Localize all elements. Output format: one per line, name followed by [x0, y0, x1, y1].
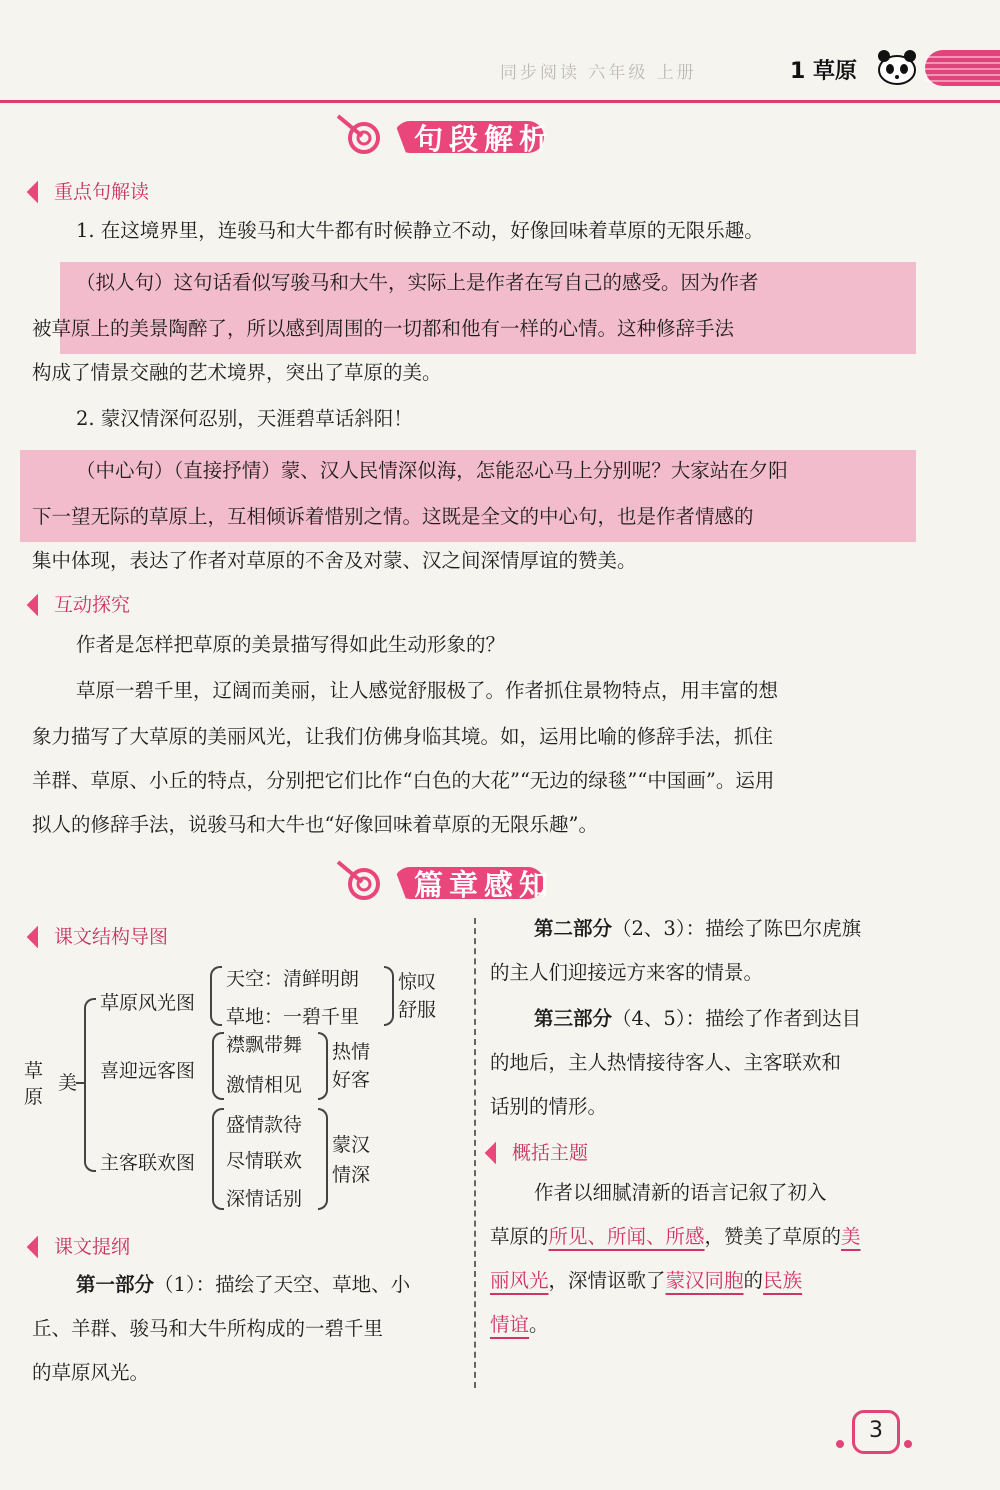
subheader-interact: 互动探究 [30, 590, 130, 617]
analysis-1-line-2: 被草原上的美景陶醉了，所以感到周围的一切都和他有一样的心情。这种修辞手法 [32, 317, 735, 340]
part-3-line-2: 的地后，主人热情接待客人、主客联欢和 [490, 1051, 842, 1074]
theme-line-1: 作者以细腻清新的语言记叙了初入 [534, 1181, 827, 1204]
mindmap-branch-2: 喜迎远客图 [100, 1060, 196, 1082]
subheader-theme: 概括主题 [488, 1138, 588, 1165]
part-2-line-1: 第二部分（2、3）：描绘了陈巴尔虎旗 [534, 917, 862, 940]
answer-line-1: 草原一碧千里，辽阔而美丽，让人感觉舒服极了。作者抓住景物特点，用丰富的想 [76, 679, 779, 702]
panda-icon [872, 46, 922, 88]
mindmap-b2-item-2: 激情相见 [226, 1074, 303, 1096]
mindmap-b1-item-2: 草地：一碧千里 [226, 1006, 360, 1028]
subheader-outline: 课文提纲 [30, 1232, 130, 1259]
mindmap-b3-item-3: 深情话别 [226, 1188, 303, 1210]
part-3-line-3: 话别的情形。 [490, 1095, 608, 1118]
part-1-line-3: 的草原风光。 [32, 1361, 150, 1384]
page-number: 3 [852, 1410, 900, 1454]
pencil-ring-icon [334, 858, 394, 904]
mindmap-rbrace-3 [318, 1108, 328, 1210]
mindmap-rbrace-2 [318, 1032, 328, 1100]
theme-line-4: 情谊。 [490, 1313, 549, 1336]
header-series-text: 同步阅读 六年级 上册 [500, 63, 697, 83]
analysis-2-line-1: （中心句）（直接抒情）蒙、汉人民情深似海，怎能忍心马上分别呢？大家站在夕阳 [76, 459, 788, 482]
mindmap-brace-1 [210, 966, 222, 1026]
pencil-ring-icon [334, 112, 394, 158]
mindmap-branch-1: 草原风光图 [100, 992, 196, 1014]
sentence-2: 2. 蒙汉情深何忍别，天涯碧草话斜阳！ [76, 407, 413, 430]
answer-line-4: 拟人的修辞手法，说骏马和大牛也“好像回味着草原的无限乐趣”。 [32, 813, 598, 836]
page-dot-left [836, 1440, 844, 1448]
column-divider [474, 918, 476, 1388]
arrow-marker-icon [27, 594, 50, 617]
analysis-1-line-3: 构成了情景交融的艺术境界，突出了草原的美。 [32, 361, 442, 384]
mindmap-main-brace [84, 998, 96, 1172]
mindmap-brace-2 [212, 1032, 224, 1100]
section-title: 句段解析 [414, 122, 555, 156]
mindmap-root: 草 原 [24, 1060, 44, 1108]
keyword-compatriots: 蒙汉同胞 [665, 1269, 744, 1292]
section-title: 篇章感知 [414, 868, 555, 902]
part-2-line-2: 的主人们迎接远方来客的情景。 [490, 961, 764, 984]
arrow-marker-icon [27, 181, 50, 204]
mindmap-b3-item-1: 盛情款待 [226, 1114, 303, 1136]
mindmap-rbrace-1 [384, 966, 394, 1026]
keyword-scenery-b: 丽风光 [490, 1269, 549, 1292]
analysis-2-line-2: 下一望无际的草原上，互相倾诉着惜别之情。这既是全文的中心句，也是作者情感的 [32, 505, 754, 528]
keyword-ethnic-b: 情谊 [490, 1313, 530, 1336]
mindmap-b2-item-1: 襟飘带舞 [226, 1034, 303, 1056]
answer-line-3: 羊群、草原、小丘的特点，分别把它们比作“白色的大花”“无边的绿毯”“中国画”。运用 [32, 769, 775, 792]
part-1-line-2: 丘、羊群、骏马和大牛所构成的一碧千里 [32, 1317, 384, 1340]
section-banner-analysis [334, 112, 574, 158]
arrow-marker-icon [27, 1236, 50, 1259]
arrow-marker-icon [485, 1142, 508, 1165]
page-dot-right [904, 1440, 912, 1448]
part-3-line-1: 第三部分（4、5）：描绘了作者到达目 [534, 1007, 862, 1030]
part-1-line-1: 第一部分（1）：描绘了天空、草地、小 [76, 1273, 411, 1296]
mindmap-b3-item-2: 尽情联欢 [226, 1150, 303, 1172]
answer-line-2: 象力描写了大草原的美丽风光，让我们仿佛身临其境。如，运用比喻的修辞手法，抓住 [32, 725, 774, 748]
subheader-structure: 课文结构导图 [30, 922, 168, 949]
header-tab-stripes [925, 54, 1000, 82]
mindmap-b3-feel: 蒙汉 情深 [332, 1134, 371, 1186]
arrow-marker-icon [27, 926, 50, 949]
keyword-scenery-a: 美 [841, 1225, 861, 1248]
mindmap-branch-3: 主客联欢图 [100, 1152, 196, 1174]
mindmap-main-brace-tip [76, 1082, 86, 1084]
mindmap-b2-feel: 热情 好客 [332, 1041, 371, 1091]
mindmap-b1-item-1: 天空：清鲜明朗 [226, 968, 360, 990]
analysis-2-line-3: 集中体现，表达了作者对草原的不舍及对蒙、汉之间深情厚谊的赞美。 [32, 549, 637, 572]
keyword-ethnic-a: 民族 [763, 1269, 803, 1292]
keyword-perception: 所见、所闻、所感 [548, 1225, 705, 1248]
sentence-1: 1. 在这境界里，连骏马和大牛都有时候静立不动，好像回味着草原的无限乐趣。 [76, 219, 764, 242]
question: 作者是怎样把草原的美景描写得如此生动形象的？ [76, 633, 506, 656]
section-banner-overview [334, 858, 574, 904]
analysis-1-line-1: （拟人句）这句话看似写骏马和大牛，实际上是作者在写自己的感受。因为作者 [76, 271, 759, 294]
lesson-title: 1 草原 [790, 59, 857, 84]
mindmap-mid: 美 [58, 1072, 78, 1094]
subheader-key-sentence: 重点句解读 [30, 177, 149, 204]
header-rule [0, 100, 1000, 103]
mindmap-brace-3 [212, 1108, 224, 1210]
theme-line-2: 草原的所见、所闻、所感，赞美了草原的美 [490, 1225, 861, 1248]
theme-line-3: 丽风光，深情讴歌了蒙汉同胞的民族 [490, 1269, 803, 1292]
mindmap-b1-feel: 惊叹 舒服 [398, 971, 437, 1021]
